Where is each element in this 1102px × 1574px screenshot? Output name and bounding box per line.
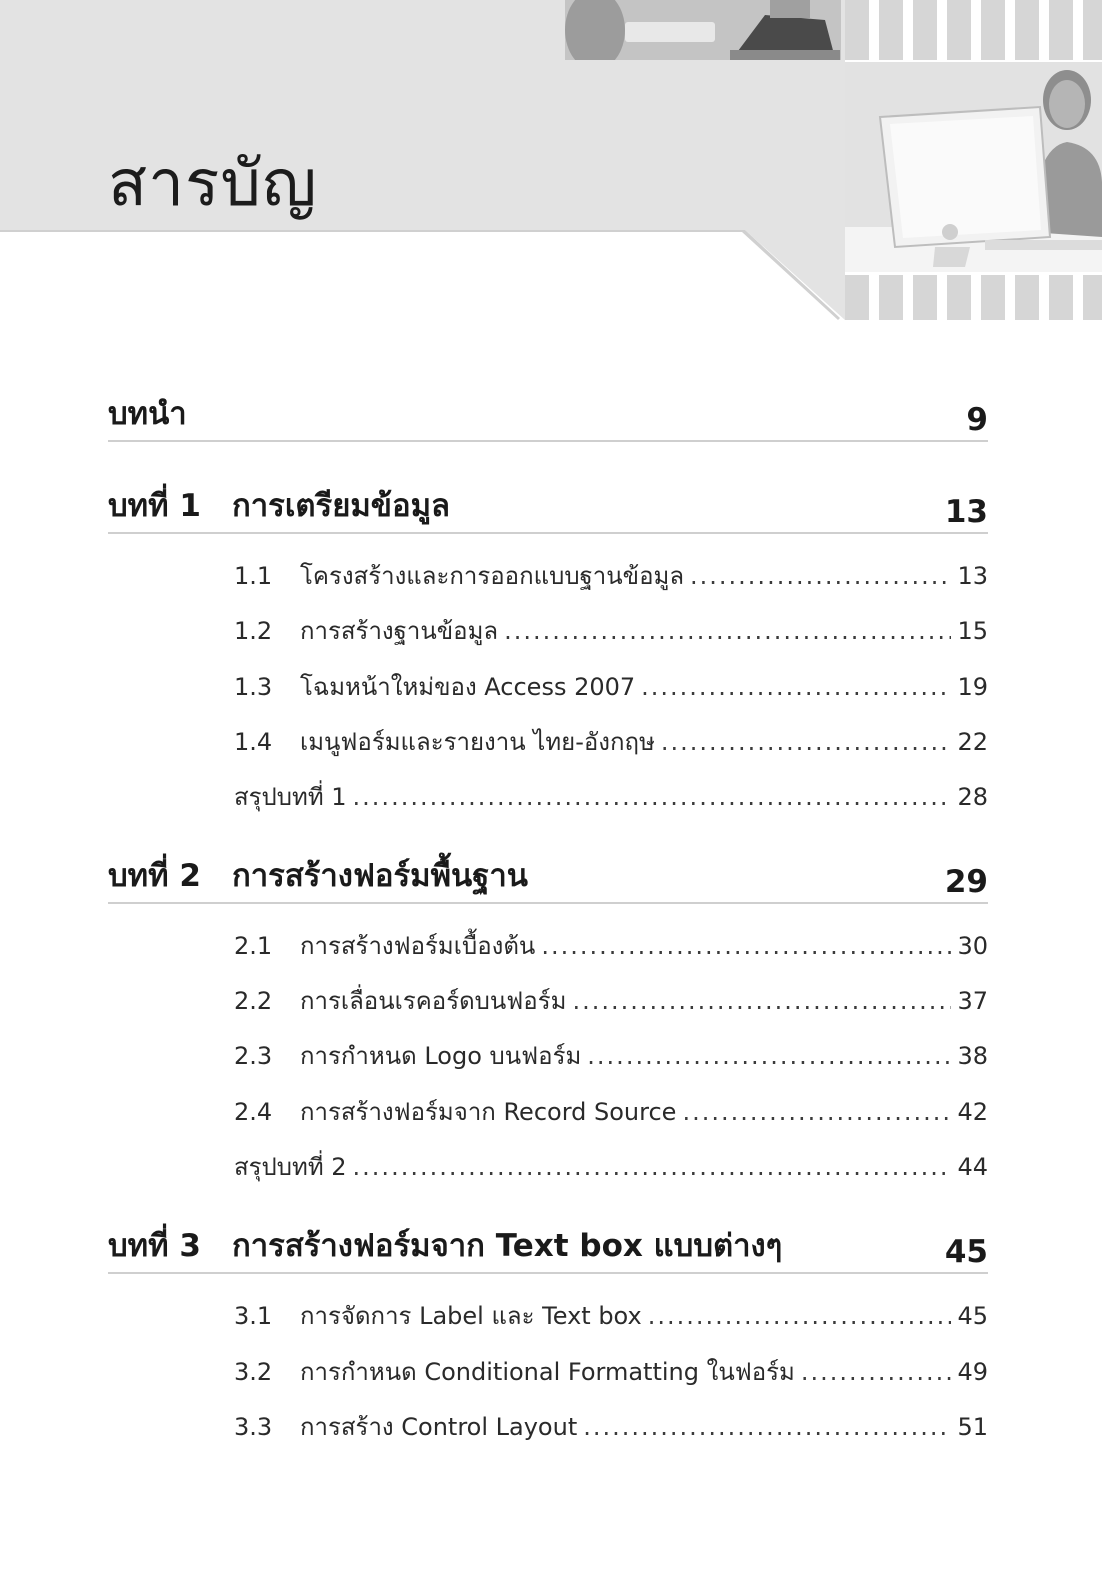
dot-leader (648, 1302, 952, 1330)
summary-page: 44 (957, 1153, 988, 1181)
decorative-stripes-top (845, 0, 1102, 60)
section-title: การสร้างฟอร์มจาก Record Source (300, 1098, 677, 1126)
dot-leader (682, 1098, 951, 1126)
toc-entry-2-1[interactable] (234, 926, 988, 960)
section-title: การกำหนด Logo บนฟอร์ม (300, 1042, 582, 1070)
section-title: เมนูฟอร์มและรายงาน ไทย-อังกฤษ (300, 728, 655, 756)
section-title: การเลื่อนเรคอร์ดบนฟอร์ม (300, 987, 567, 1015)
page-title: สารบัญ (108, 147, 318, 221)
section-number: 1.3 (234, 673, 273, 701)
section-title: โฉมหน้าใหม่ของ Access 2007 (300, 673, 636, 701)
summary-title: สรุปบทที่ 1 (234, 783, 347, 811)
section-number: 3.3 (234, 1413, 273, 1441)
chapter-title: การสร้างฟอร์มจาก Text box แบบต่างๆ (232, 1228, 783, 1264)
section-number: 1.4 (234, 728, 273, 756)
section-page: 13 (957, 562, 988, 590)
section-number: 3.1 (234, 1302, 273, 1330)
dot-leader (801, 1358, 952, 1386)
toc-entry-3-2[interactable] (234, 1352, 988, 1386)
woman-at-computer-photo (845, 62, 1102, 272)
summary-page: 28 (957, 783, 988, 811)
toc-entry-2-4[interactable] (234, 1092, 988, 1126)
section-number: 2.1 (234, 932, 273, 960)
section-number: 2.4 (234, 1098, 273, 1126)
dot-leader (587, 1042, 951, 1070)
toc-chapter-3[interactable] (108, 1222, 988, 1274)
dot-leader (572, 987, 951, 1015)
section-page: 51 (957, 1413, 988, 1441)
section-title: การจัดการ Label และ Text box (300, 1302, 642, 1330)
toc-entry-1-4[interactable] (234, 722, 988, 756)
chapter-title: การสร้างฟอร์มพื้นฐาน (232, 858, 528, 894)
dot-leader (353, 783, 952, 811)
section-page: 42 (957, 1098, 988, 1126)
toc-entry-1-1[interactable] (234, 556, 988, 590)
chapter-label: บทที่ 1 (108, 488, 201, 524)
section-title: การกำหนด Conditional Formatting ในฟอร์ม (300, 1358, 795, 1386)
dot-leader (541, 932, 951, 960)
section-title: โครงสร้างและการออกแบบฐานข้อมูล (300, 562, 685, 590)
section-number: 2.3 (234, 1042, 273, 1070)
toc-summary-2[interactable] (234, 1147, 988, 1181)
chapter-page: 45 (944, 1234, 988, 1270)
dot-leader (641, 673, 951, 701)
section-title: การสร้างฐานข้อมูล (300, 617, 499, 645)
chapter-label: บทที่ 2 (108, 858, 201, 894)
chapter-page: 13 (944, 494, 988, 530)
toc-summary-1[interactable] (234, 777, 988, 811)
section-number: 1.2 (234, 617, 273, 645)
toc-intro[interactable] (108, 390, 988, 442)
section-title: การสร้าง Control Layout (300, 1413, 578, 1441)
toc-entry-2-3[interactable] (234, 1036, 988, 1070)
section-page: 38 (957, 1042, 988, 1070)
section-page: 19 (957, 673, 988, 701)
dot-leader (690, 562, 951, 590)
toc-entry-1-2[interactable] (234, 611, 988, 645)
summary-title: สรุปบทที่ 2 (234, 1153, 347, 1181)
dot-leader (583, 1413, 951, 1441)
section-number: 1.1 (234, 562, 273, 590)
section-page: 15 (957, 617, 988, 645)
dot-leader (661, 728, 952, 756)
office-photo-top (565, 0, 841, 60)
toc-chapter-2[interactable] (108, 852, 988, 904)
toc-entry-3-1[interactable] (234, 1296, 988, 1330)
section-page: 22 (957, 728, 988, 756)
dot-leader (353, 1153, 952, 1181)
section-page: 49 (957, 1358, 988, 1386)
chapter-page: 29 (944, 864, 988, 900)
section-page: 30 (957, 932, 988, 960)
chapter-label: บทที่ 3 (108, 1228, 201, 1264)
section-page: 45 (957, 1302, 988, 1330)
dot-leader (504, 617, 951, 645)
section-number: 2.2 (234, 987, 273, 1015)
toc-entry-1-3[interactable] (234, 667, 988, 701)
intro-label: บทนำ (108, 396, 187, 432)
section-page: 37 (957, 987, 988, 1015)
toc-entry-2-2[interactable] (234, 981, 988, 1015)
decorative-stripes-bottom (845, 275, 1102, 320)
intro-page: 9 (966, 402, 988, 438)
section-title: การสร้างฟอร์มเบื้องต้น (300, 932, 536, 960)
section-number: 3.2 (234, 1358, 273, 1386)
toc-chapter-1[interactable] (108, 482, 988, 534)
toc-entry-3-3[interactable] (234, 1407, 988, 1441)
chapter-title: การเตรียมข้อมูล (232, 488, 451, 524)
